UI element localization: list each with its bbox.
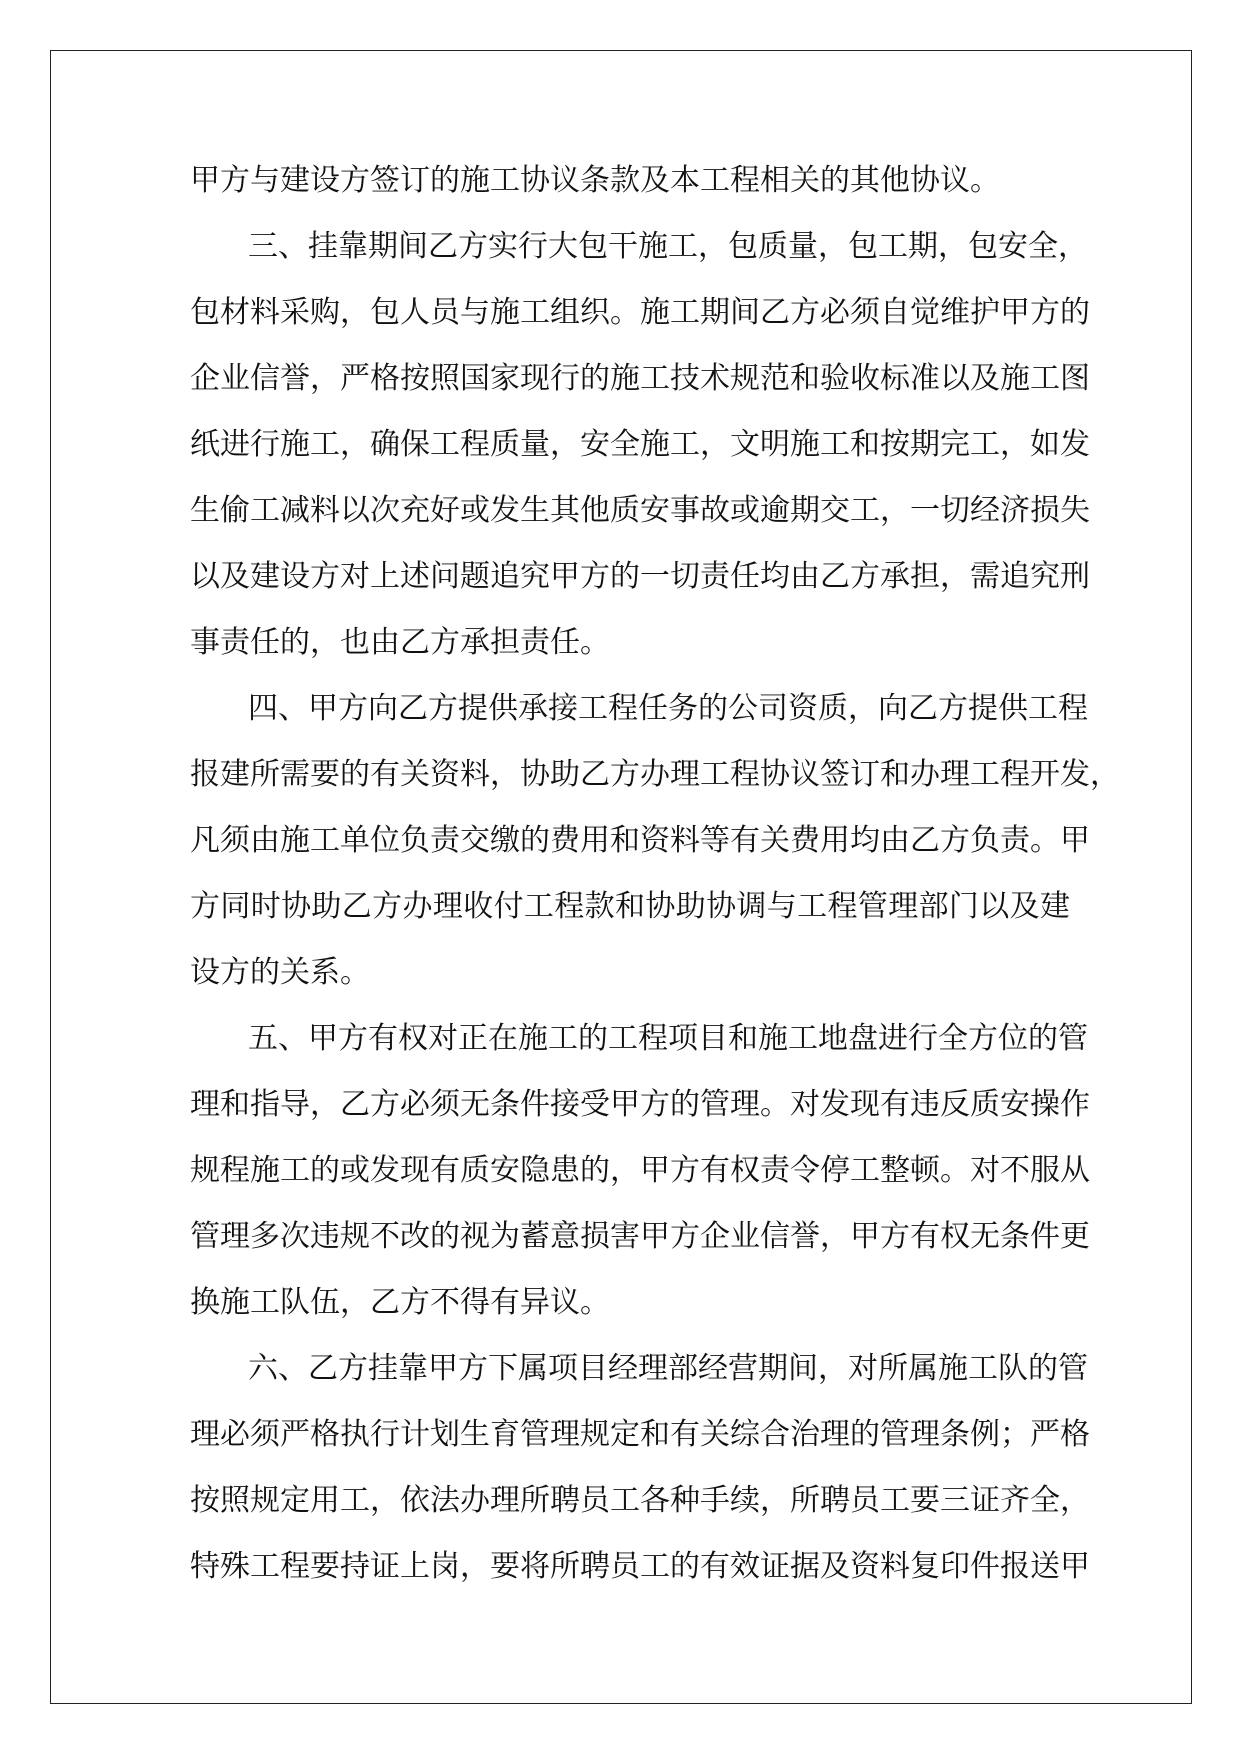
- text-line: 四、甲方向乙方提供承接工程任务的公司资质，向乙方提供工程: [248, 691, 1088, 726]
- text-line: 以及建设方对上述问题追究甲方的一切责任均由乙方承担，需追究刑: [190, 559, 1090, 594]
- text-line: 按照规定用工，依法办理所聘员工各种手续，所聘员工要三证齐全，: [190, 1483, 1090, 1518]
- document-body: [190, 148, 1120, 1600]
- text-line: 特殊工程要持证上岗，要将所聘员工的有效证据及资料复印件报送甲: [190, 1549, 1090, 1584]
- text-line: 方同时协助乙方办理收付工程款和协助协调与工程管理部门以及建: [190, 889, 1070, 924]
- text-line: 甲方与建设方签订的施工协议条款及本工程相关的其他协议。: [190, 163, 1000, 198]
- text-line: 纸进行施工，确保工程质量，安全施工，文明施工和按期完工，如发: [190, 427, 1090, 462]
- text-line: 五、甲方有权对正在施工的工程项目和施工地盘进行全方位的管: [248, 1021, 1088, 1056]
- text-line: 换施工队伍，乙方不得有异议。: [190, 1285, 610, 1320]
- text-line: 凡须由施工单位负责交缴的费用和资料等有关费用均由乙方负责。甲: [190, 823, 1090, 858]
- text-line: 三、挂靠期间乙方实行大包干施工，包质量，包工期，包安全，: [248, 229, 1088, 264]
- text-line: 设方的关系。: [190, 955, 370, 990]
- text-line: 管理多次违规不改的视为蓄意损害甲方企业信誉，甲方有权无条件更: [190, 1219, 1090, 1254]
- text-line: 理和指导，乙方必须无条件接受甲方的管理。对发现有违反质安操作: [190, 1087, 1090, 1122]
- text-line: 包材料采购，包人员与施工组织。施工期间乙方必须自觉维护甲方的: [190, 295, 1090, 330]
- text-line: 企业信誉，严格按照国家现行的施工技术规范和验收标准以及施工图: [190, 361, 1090, 396]
- text-line: 生偷工减料以次充好或发生其他质安事故或逾期交工，一切经济损失: [190, 493, 1090, 528]
- text-line: 理必须严格执行计划生育管理规定和有关综合治理的管理条例；严格: [190, 1417, 1090, 1452]
- text-line: 规程施工的或发现有质安隐患的，甲方有权责令停工整顿。对不服从: [190, 1153, 1090, 1188]
- text-line: 事责任的，也由乙方承担责任。: [190, 625, 610, 660]
- text-line: 六、乙方挂靠甲方下属项目经理部经营期间，对所属施工队的管: [248, 1351, 1088, 1386]
- text-line: 报建所需要的有关资料，协助乙方办理工程协议签订和办理工程开发，: [190, 757, 1120, 792]
